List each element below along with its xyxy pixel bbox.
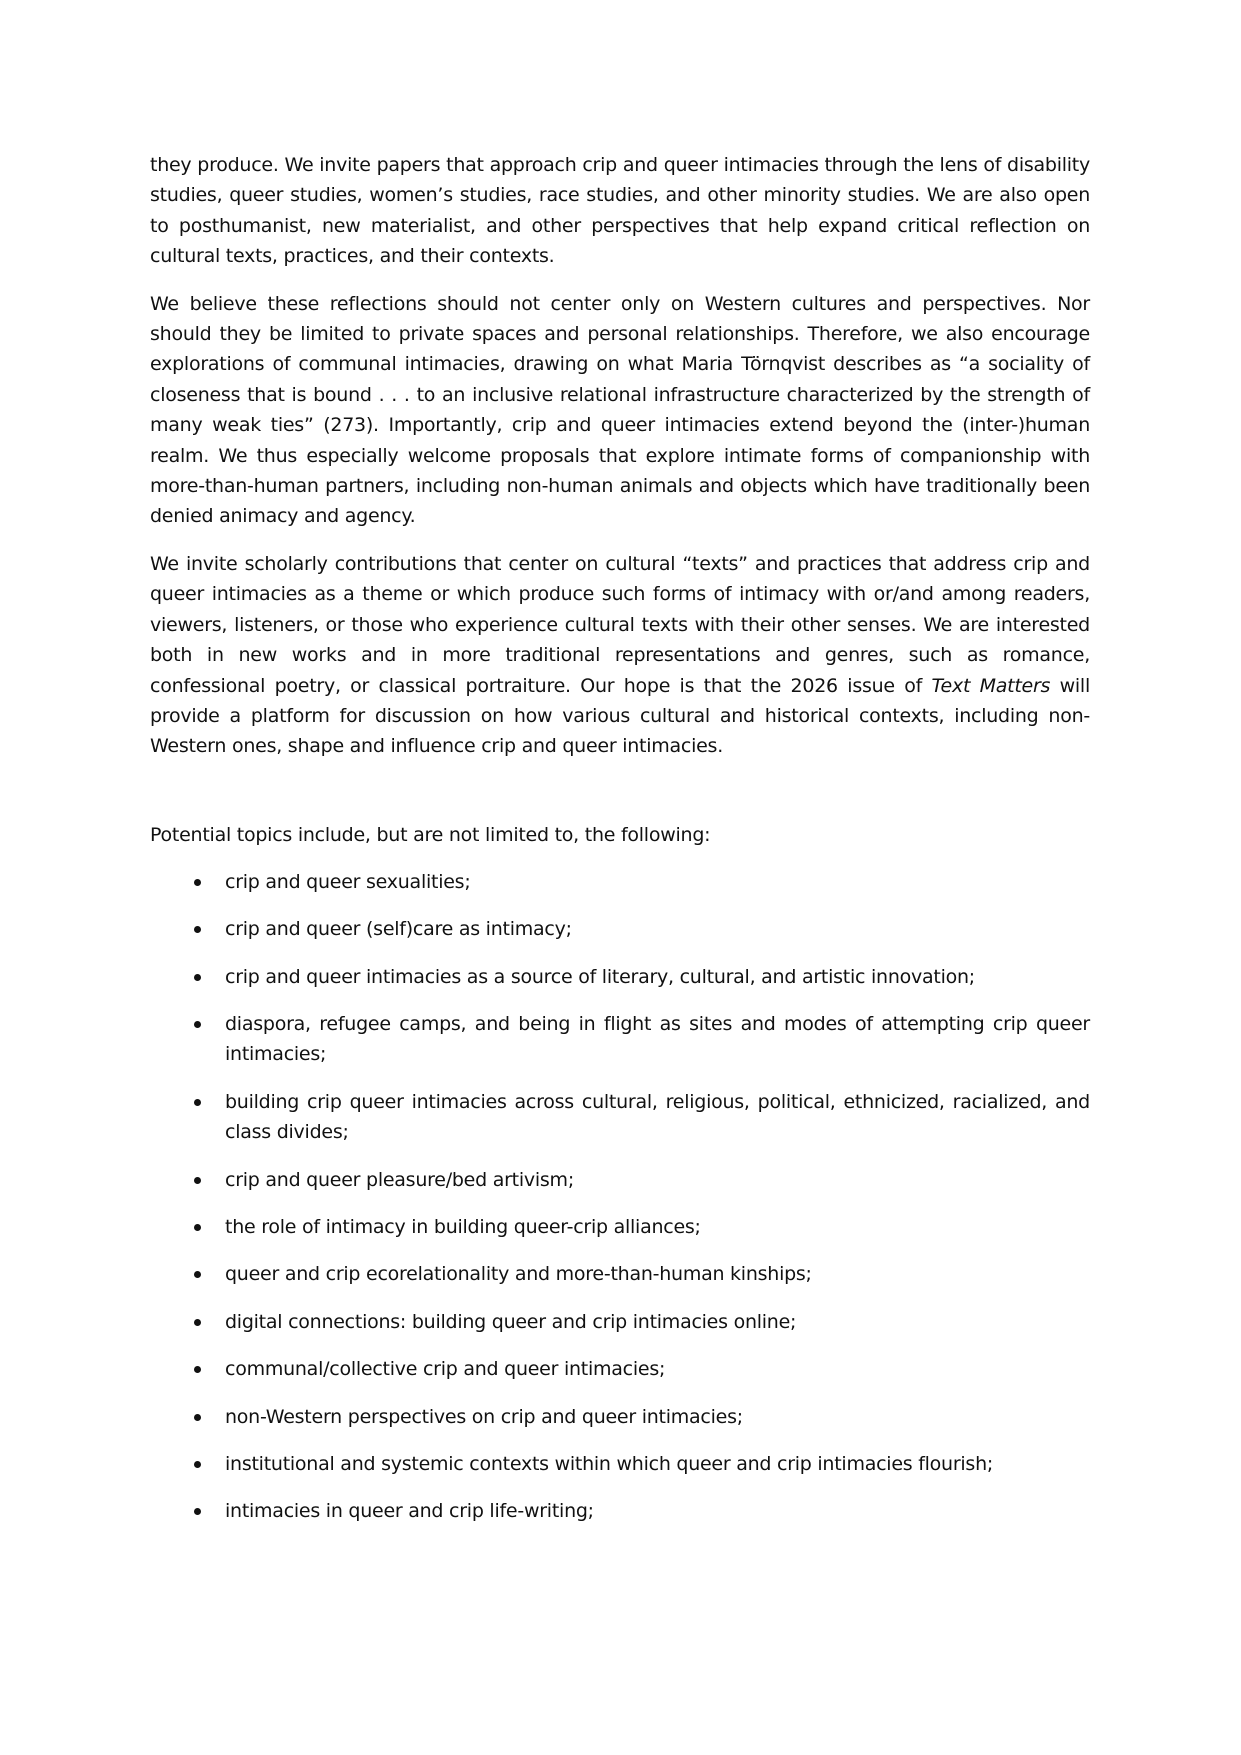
topic-text: crip and queer intimacies as a source of literary, cultural, and artistic innovation; — [225, 965, 975, 988]
topic-text: crip and queer (self)care as intimacy; — [225, 918, 572, 941]
bullet-icon — [190, 1354, 204, 1384]
topics-list — [150, 867, 1090, 1527]
topic-item — [150, 1449, 1090, 1479]
topic-item — [150, 914, 1090, 944]
body-paragraph-3 — [150, 549, 1090, 762]
bullet-icon — [190, 1402, 204, 1432]
topic-item — [150, 1009, 1090, 1070]
bullet-icon — [190, 1165, 204, 1195]
topic-item — [150, 1307, 1090, 1337]
bullet-icon — [190, 1087, 204, 1117]
paragraph-3-text-after: will provide a platform for discussion on how various cultural and historical contexts, including non-Western ones, shape and influence crip and queer intimacies. — [150, 674, 1090, 758]
topic-item — [150, 1259, 1090, 1289]
bullet-icon — [190, 1496, 204, 1526]
bullet-icon — [190, 1009, 204, 1039]
topic-item — [150, 1402, 1090, 1432]
topic-text: crip and queer pleasure/bed artivism; — [225, 1168, 574, 1191]
topic-text: diaspora, refugee camps, and being in flight as sites and modes of attempting crip queer intimacies; — [225, 1012, 1090, 1066]
body-paragraph-2: We believe these reflections should not center only on Western cultures and perspectives. Nor should they be limited to private spaces and personal relationships. Therefore, we also encourage explorations of communal intimacies, drawing on what Maria Törnqvist describes as “a sociality of closeness that is bound . . . to an inclusive relational infrastructure characterized by the strength of many weak ties” (273). Importantly, crip and queer intimacies extend beyond the (inter-)human realm. We thus especially welcome proposals that explore intimate forms of companionship with more-than-human partners, including non-human animals and objects which have traditionally been denied animacy and agency. — [150, 292, 1090, 528]
topic-text: institutional and systemic contexts within which queer and crip intimacies flourish; — [225, 1453, 994, 1475]
topic-text: the role of intimacy in building queer-crip alliances; — [225, 1215, 701, 1238]
topic-item — [150, 1496, 1090, 1526]
topic-item — [150, 1212, 1090, 1242]
topic-text: communal/collective crip and queer intimacies; — [225, 1358, 666, 1381]
bullet-icon — [190, 914, 204, 944]
paragraph-3-text-before: We invite scholarly contributions that center on cultural “texts” and practices that address crip and queer intimacies as a theme or which produce such forms of intimacy with or/and among readers, viewers, listeners, or those who experience cultural texts with their other senses. We are interested both in new works and in more traditional representations and genres, such as romance, confessional poetry, or classical portraiture. Our hope is that the 2026 issue of — [150, 552, 1090, 697]
bullet-icon — [190, 1259, 204, 1289]
topic-text: crip and queer sexualities; — [225, 870, 471, 893]
topic-text: queer and crip ecorelationality and more-than-human kinships; — [225, 1263, 812, 1286]
topic-text: intimacies in queer and crip life-writing; — [225, 1500, 594, 1523]
topic-text: digital connections: building queer and crip intimacies online; — [225, 1310, 797, 1333]
topic-item — [150, 867, 1090, 897]
bullet-icon — [190, 962, 204, 992]
topic-item — [150, 962, 1090, 992]
journal-title-italic: Text Matters — [931, 674, 1051, 697]
topic-item — [150, 1087, 1090, 1148]
bullet-icon — [190, 1212, 204, 1242]
topic-text: building crip queer intimacies across cultural, religious, political, ethnicized, racialized, and class divides; — [225, 1090, 1090, 1144]
body-paragraph-1: they produce. We invite papers that approach crip and queer intimacies through the lens of disability studies, queer studies, women’s studies, race studies, and other minority studies. We are also open to posthumanist, new materialist, and other perspectives that help expand critical reflection on cultural texts, practices, and their contexts. — [150, 154, 1090, 268]
bullet-icon — [190, 1307, 204, 1337]
bullet-icon — [190, 1449, 204, 1479]
bullet-icon — [190, 867, 204, 897]
topic-item — [150, 1165, 1090, 1195]
topic-text: non-Western perspectives on crip and queer intimacies; — [225, 1405, 743, 1428]
topics-intro: Potential topics include, but are not limited to, the following: — [150, 823, 711, 846]
topic-item — [150, 1354, 1090, 1384]
document-page — [150, 150, 1090, 1527]
